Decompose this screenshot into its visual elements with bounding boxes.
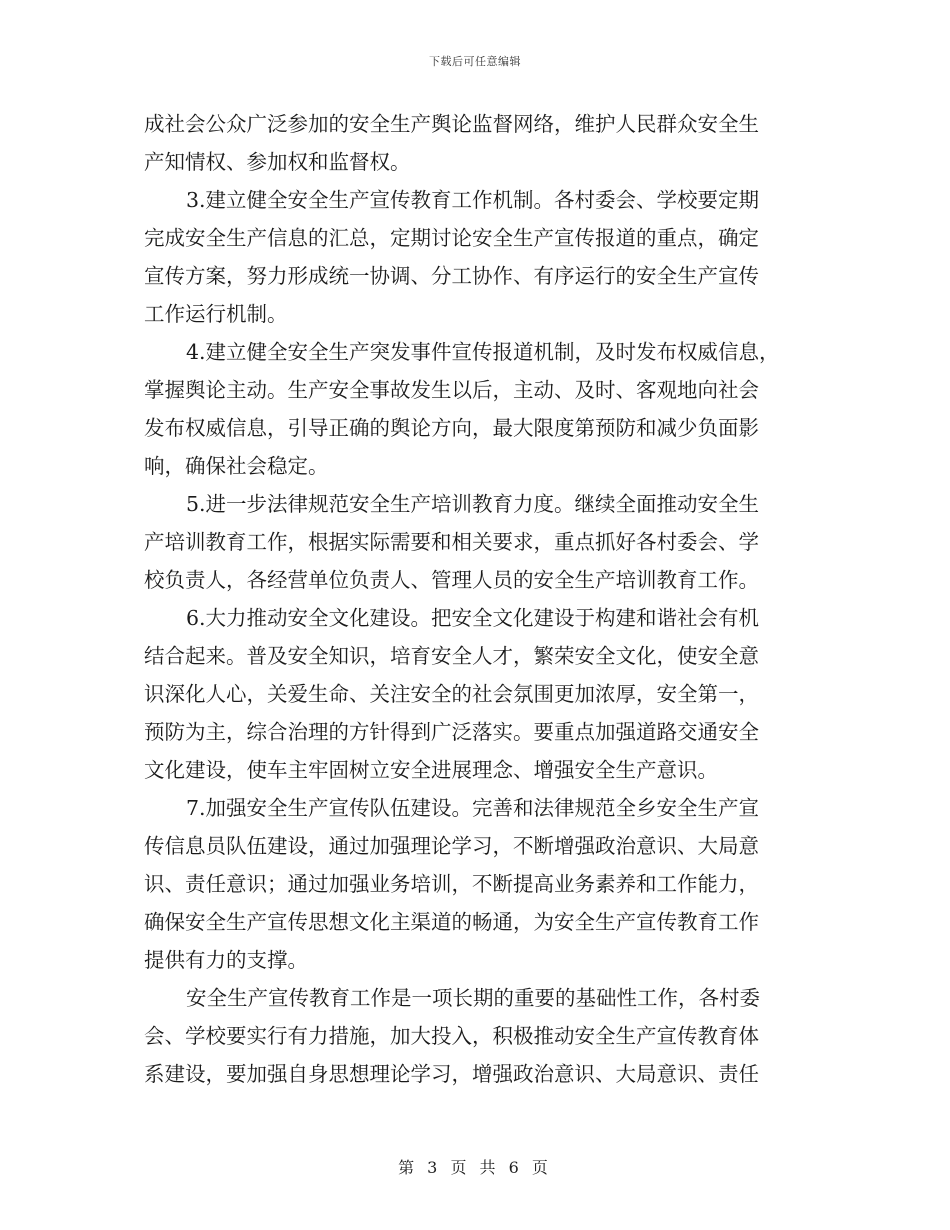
text-line: 会、学校要实行有力措施，加大投入，积极推动安全生产宣传教育体 — [144, 1024, 759, 1048]
text-line: 文化建设，使车主牢固树立安全进展理念、增强安全生产意识。 — [144, 758, 718, 782]
text-line: 3.建立健全安全生产宣传教育工作机制。各村委会、学校要定期 — [186, 188, 760, 212]
document-body — [144, 105, 804, 1093]
text-line: 4.建立健全安全生产突发事件宣传报道机制，及时发布权威信息， — [186, 340, 780, 364]
text-line: 7.加强安全生产宣传队伍建设。完善和法律规范全乡安全生产宣 — [186, 796, 760, 820]
text-line: 安全生产宣传教育工作是一项长期的重要的基础性工作，各村委 — [186, 986, 760, 1010]
text-line: 产知情权、参加权和监督权。 — [144, 150, 411, 174]
page-footer: 第 3 页 共 6 页 — [398, 1158, 552, 1177]
text-line: 响，确保社会稳定。 — [144, 454, 329, 478]
text-line: 识深化人心，关爱生命、关注安全的社会氛围更加浓厚，安全第一， — [144, 682, 759, 706]
text-line: 发布权威信息，引导正确的舆论方向，最大限度第预防和减少负面影 — [144, 416, 759, 440]
text-line: 确保安全生产宣传思想文化主渠道的畅通，为安全生产宣传教育工作 — [144, 910, 759, 934]
text-line: 宣传方案，努力形成统一协调、分工协作、有序运行的安全生产宣传 — [144, 264, 759, 288]
text-line: 完成安全生产信息的汇总，定期讨论安全生产宣传报道的重点，确定 — [144, 226, 759, 250]
text-line: 系建设，要加强自身思想理论学习，增强政治意识、大局意识、责任 — [144, 1062, 759, 1086]
text-line: 提供有力的支撑。 — [144, 948, 308, 972]
text-line: 工作运行机制。 — [144, 302, 288, 326]
text-line: 传信息员队伍建设，通过加强理论学习，不断增强政治意识、大局意 — [144, 834, 759, 858]
text-line: 校负责人，各经营单位负责人、管理人员的安全生产培训教育工作。 — [144, 568, 759, 592]
page-header: 下载后可任意编辑 — [429, 55, 521, 68]
text-line: 5.进一步法律规范安全生产培训教育力度。继续全面推动安全生 — [186, 492, 760, 516]
text-line: 产培训教育工作，根据实际需要和相关要求，重点抓好各村委会、学 — [144, 530, 759, 554]
text-line: 6.大力推动安全文化建设。把安全文化建设于构建和谐社会有机 — [186, 606, 760, 630]
text-line: 掌握舆论主动。生产安全事故发生以后，主动、及时、客观地向社会 — [144, 378, 759, 402]
text-line: 成社会公众广泛参加的安全生产舆论监督网络，维护人民群众安全生 — [144, 112, 759, 136]
text-line: 结合起来。普及安全知识，培育安全人才，繁荣安全文化，使安全意 — [144, 644, 759, 668]
text-line: 识、责任意识；通过加强业务培训，不断提高业务素养和工作能力， — [144, 872, 759, 896]
text-line: 预防为主，综合治理的方针得到广泛落实。要重点加强道路交通安全 — [144, 720, 759, 744]
